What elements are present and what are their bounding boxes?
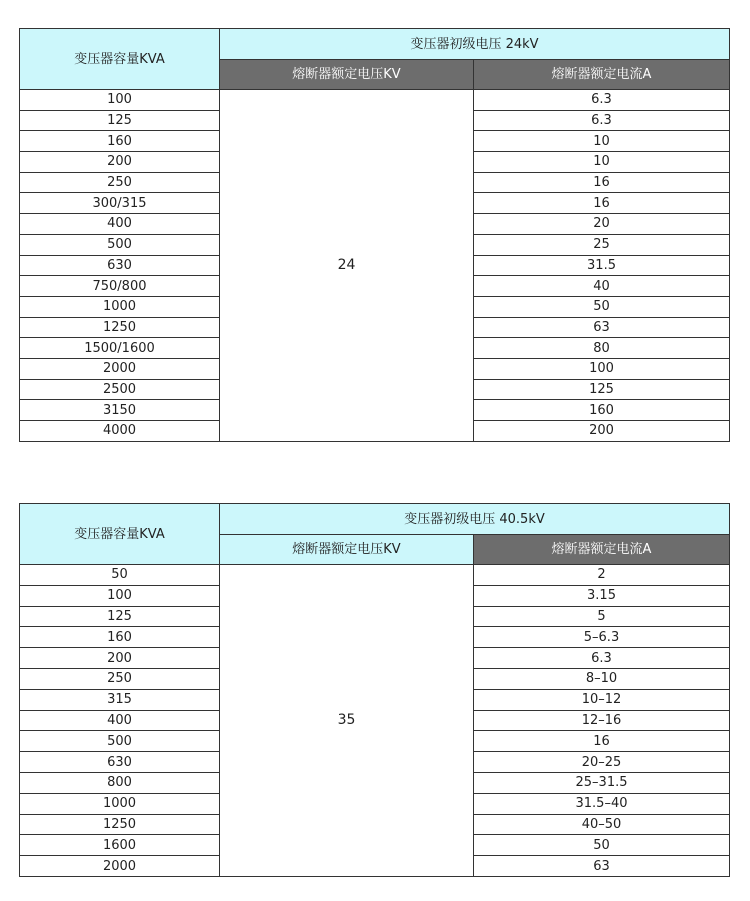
amp-cell: 80 — [474, 338, 730, 359]
amp-cell: 20 — [474, 214, 730, 235]
amp-cell: 16 — [474, 731, 730, 752]
amp-cell: 40–50 — [474, 814, 730, 835]
kva-cell: 100 — [20, 90, 220, 111]
kva-cell: 125 — [20, 606, 220, 627]
amp-cell: 125 — [474, 379, 730, 400]
kva-cell: 160 — [20, 627, 220, 648]
table-body — [20, 504, 730, 877]
amp-cell: 6.3 — [474, 90, 730, 111]
kva-cell: 4000 — [20, 421, 220, 442]
kva-cell: 50 — [20, 565, 220, 586]
amp-cell: 6.3 — [474, 648, 730, 669]
kva-cell: 630 — [20, 752, 220, 773]
amp-cell: 50 — [474, 835, 730, 856]
kva-cell: 100 — [20, 585, 220, 606]
fuse-current-header: 熔断器额定电流A — [474, 535, 730, 565]
kva-cell: 1250 — [20, 814, 220, 835]
amp-cell: 2 — [474, 565, 730, 586]
kva-cell: 200 — [20, 152, 220, 173]
amp-cell: 16 — [474, 193, 730, 214]
fuse-spec-table-40-5kv — [19, 503, 730, 877]
fuse-voltage-value: 24 — [220, 90, 474, 442]
kva-cell: 160 — [20, 131, 220, 152]
kva-cell: 400 — [20, 214, 220, 235]
kva-cell: 125 — [20, 110, 220, 131]
amp-cell: 10 — [474, 131, 730, 152]
amp-cell: 25 — [474, 234, 730, 255]
amp-cell: 100 — [474, 358, 730, 379]
amp-cell: 5–6.3 — [474, 627, 730, 648]
amp-cell: 10–12 — [474, 689, 730, 710]
amp-cell: 40 — [474, 276, 730, 297]
amp-cell: 31.5 — [474, 255, 730, 276]
amp-cell: 3.15 — [474, 585, 730, 606]
kva-cell: 500 — [20, 731, 220, 752]
amp-cell: 200 — [474, 421, 730, 442]
amp-cell: 20–25 — [474, 752, 730, 773]
amp-cell: 25–31.5 — [474, 772, 730, 793]
fuse-voltage-header: 熔断器额定电压KV — [220, 60, 474, 90]
amp-cell: 63 — [474, 317, 730, 338]
fuse-voltage-value: 35 — [220, 565, 474, 877]
primary-voltage-header: 变压器初级电压 24kV — [220, 29, 730, 60]
table-body — [20, 29, 730, 442]
amp-cell: 63 — [474, 856, 730, 877]
table-row — [20, 565, 730, 586]
kva-cell: 1000 — [20, 296, 220, 317]
kva-cell: 400 — [20, 710, 220, 731]
capacity-header: 变压器容量KVA — [20, 504, 220, 565]
amp-cell: 12–16 — [474, 710, 730, 731]
amp-cell: 31.5–40 — [474, 793, 730, 814]
amp-cell: 6.3 — [474, 110, 730, 131]
primary-voltage-header: 变压器初级电压 40.5kV — [220, 504, 730, 535]
kva-cell: 800 — [20, 772, 220, 793]
kva-cell: 1500/1600 — [20, 338, 220, 359]
kva-cell: 3150 — [20, 400, 220, 421]
amp-cell: 16 — [474, 172, 730, 193]
kva-cell: 1000 — [20, 793, 220, 814]
fuse-spec-table-24kv — [19, 28, 730, 442]
kva-cell: 630 — [20, 255, 220, 276]
kva-cell: 2500 — [20, 379, 220, 400]
kva-cell: 315 — [20, 689, 220, 710]
fuse-voltage-header: 熔断器额定电压KV — [220, 535, 474, 565]
kva-cell: 200 — [20, 648, 220, 669]
amp-cell: 50 — [474, 296, 730, 317]
kva-cell: 2000 — [20, 856, 220, 877]
table-row — [20, 90, 730, 111]
capacity-header: 变压器容量KVA — [20, 29, 220, 90]
kva-cell: 300/315 — [20, 193, 220, 214]
kva-cell: 1600 — [20, 835, 220, 856]
kva-cell: 500 — [20, 234, 220, 255]
kva-cell: 750/800 — [20, 276, 220, 297]
header-row — [20, 504, 730, 535]
amp-cell: 8–10 — [474, 668, 730, 689]
kva-cell: 250 — [20, 172, 220, 193]
amp-cell: 5 — [474, 606, 730, 627]
kva-cell: 1250 — [20, 317, 220, 338]
kva-cell: 2000 — [20, 358, 220, 379]
amp-cell: 160 — [474, 400, 730, 421]
fuse-current-header: 熔断器额定电流A — [474, 60, 730, 90]
kva-cell: 250 — [20, 668, 220, 689]
header-row — [20, 29, 730, 60]
amp-cell: 10 — [474, 152, 730, 173]
